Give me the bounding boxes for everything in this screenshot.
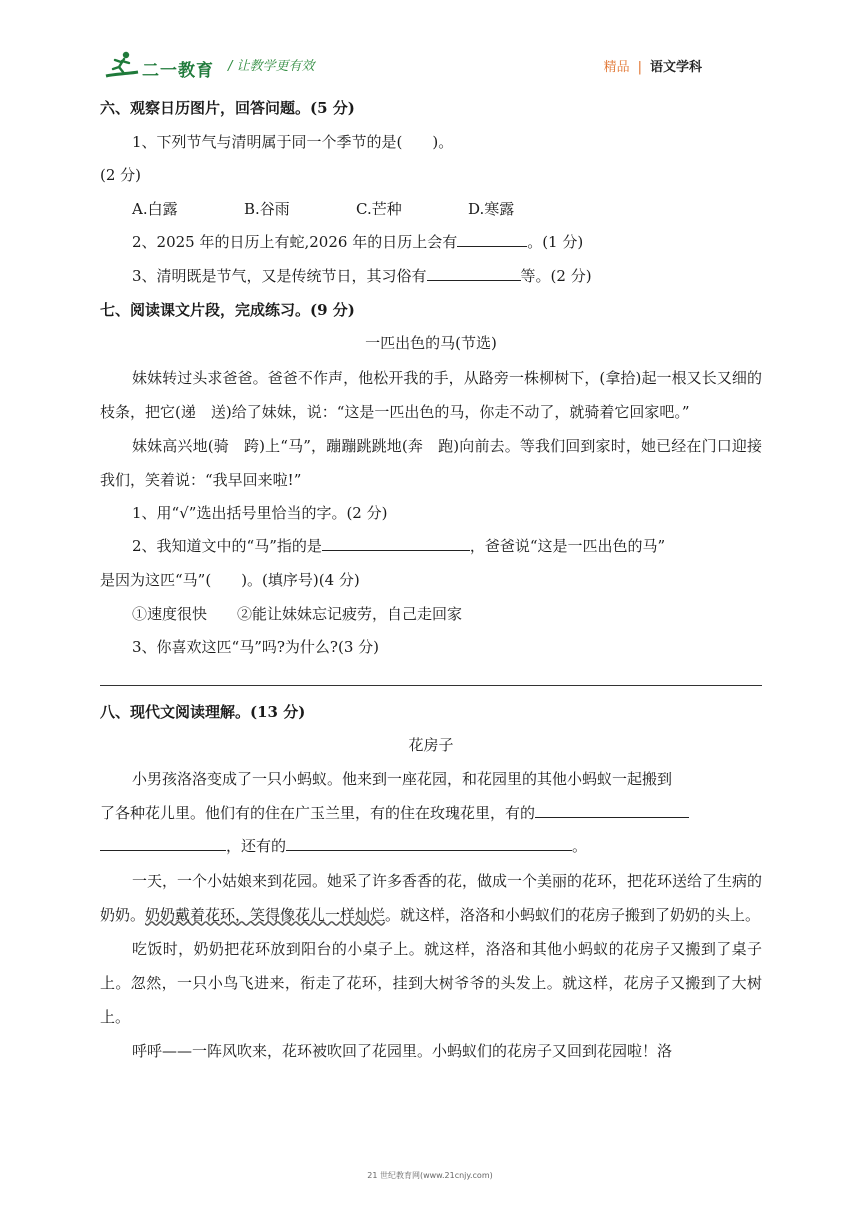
- logo-text: 二一教育: [142, 61, 214, 81]
- section7-title: 七、阅读课文片段，完成练习。(9 分): [100, 300, 355, 319]
- answer-blank[interactable]: [100, 832, 226, 851]
- answer-blank[interactable]: [322, 532, 470, 551]
- subject-label: 语文学科: [649, 60, 702, 75]
- section6-q2: [100, 226, 762, 260]
- passage-line: 小男孩洛洛变成了一只小蚂蚁。他来到一座花园，和花园里的其他小蚂蚁一起搬到: [132, 769, 673, 788]
- section7-q2-options: ①速度很快 ②能让妹妹忘记疲劳，自己走回家: [132, 604, 463, 623]
- option-b: B.谷雨: [244, 199, 290, 218]
- slogan: / 让教学更有效: [228, 59, 315, 74]
- passage-paragraph: [100, 864, 762, 932]
- section6-q2-text: 2、2025 年的日历上有蛇,2026 年的日历上会有: [132, 233, 458, 252]
- section6-q3: [100, 260, 762, 294]
- section6-q1-score: (2 分): [100, 166, 142, 185]
- section6-q3-text: 3、清明既是节气，又是传统节日，其习俗有: [132, 266, 427, 285]
- section6-q3-score: 等。(2 分): [520, 266, 592, 285]
- passage-paragraph: 吃饭时，奶奶把花环放到阳台的小桌子上。就这样，洛洛和其他小蚂蚁的花房子又搬到了桌子上。忽然，一只小鸟飞进来，衔走了花环，挂到大树爷爷的头发上。就这样，花房子又搬到了大树上。: [100, 939, 762, 1026]
- passage-text: ，还有的: [226, 837, 287, 856]
- section7-q1: 1、用“√”选出括号里恰当的字。(2 分): [132, 503, 388, 522]
- section7-q2-text-end: ，爸爸说“这是一匹出色的马”: [469, 537, 666, 556]
- section6-title: 六、观察日历图片，回答问题。(5 分): [100, 99, 355, 117]
- section7-q2-line2: 是因为这匹“马”( )。(填序号)(4 分): [100, 570, 360, 589]
- section6-q2-score: 。(1 分): [527, 233, 584, 252]
- passage-line: [100, 797, 762, 831]
- page-footer: 21 世纪教育网(www.21cnjy.com): [367, 1171, 493, 1180]
- quality-label: 精品: [603, 60, 630, 75]
- option-d: D.寒露: [468, 199, 515, 218]
- brand-logo: [104, 50, 224, 80]
- document-body: [100, 92, 762, 1068]
- wavy-underlined-sentence: 奶奶戴着花环，笑得像花儿一样灿烂: [145, 905, 386, 924]
- section8-title: 八、现代文阅读理解。(13 分): [100, 702, 306, 721]
- option-a: A.白露: [132, 199, 178, 218]
- runner-icon: [104, 50, 140, 80]
- passage-paragraph: 呼呼——一阵风吹来，花环被吹回了花园里。小蚂蚁们的花房子又回到花园啦！洛: [132, 1041, 673, 1060]
- passage-title: 一匹出色的马(节选): [365, 334, 497, 353]
- passage-paragraph: 妹妹高兴地(骑 跨)上“马”，蹦蹦跳跳地(奔 跑)向前去。等我们回到家时，她已经在门口迎接我们，笑着说：“我早回来啦!”: [100, 436, 762, 489]
- passage-paragraph: 妹妹转过头求爸爸。爸爸不作声，他松开我的手，从路旁一株柳树下，(拿拾)起一根又长又细的枝条，把它(递 送)给了妹妹，说：“这是一匹出色的马，你走不动了，就骑着它回家吧。”: [100, 368, 762, 421]
- section7-q2: [100, 530, 762, 564]
- section6-q1: 1、下列节气与清明属于同一个季节的是( )。: [132, 132, 454, 151]
- passage-text: 一天，一个小姑娘来到花园。她采了许多香香的花，做成一个美丽的花环，把花环送给了生病的奶奶。: [100, 871, 763, 924]
- passage-line: [100, 830, 762, 864]
- passage-title: 花房子: [408, 736, 454, 755]
- divider-line: [100, 685, 762, 686]
- passage-text: 。就这样，洛洛和小蚂蚁们的花房子搬到了奶奶的头上。: [385, 905, 761, 924]
- option-c: C.芒种: [356, 199, 402, 218]
- passage-text: 。: [572, 837, 588, 856]
- section6-options: [100, 193, 762, 227]
- header-separator: |: [637, 60, 642, 75]
- answer-blank[interactable]: [457, 228, 527, 247]
- answer-blank[interactable]: [427, 262, 521, 281]
- section7-q3: 3、你喜欢这匹“马”吗?为什么?(3 分): [132, 638, 379, 657]
- passage-text: 了各种花儿里。他们有的住在广玉兰里，有的住在玫瑰花里，有的: [100, 803, 536, 822]
- header-right: [604, 56, 702, 75]
- answer-blank[interactable]: [286, 832, 572, 851]
- page-header: [100, 44, 760, 84]
- section7-q2-text: 2、我知道文中的“马”指的是: [132, 537, 322, 556]
- answer-blank[interactable]: [535, 799, 689, 818]
